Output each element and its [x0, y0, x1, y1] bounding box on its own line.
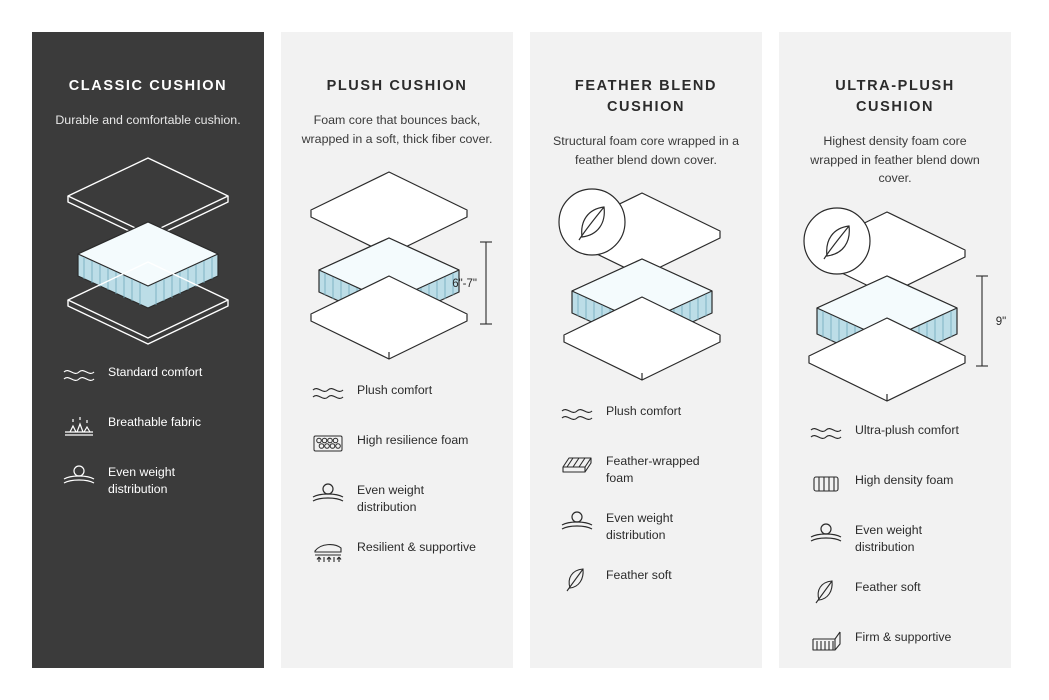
feature-label: Even weight distribution [357, 483, 424, 515]
wave-lines-icon [560, 400, 606, 430]
panel-description: Structural foam core wrapped in a feather blend down cover. [553, 134, 739, 167]
panel-description: Highest density foam core wrapped in feather blend down cover. [810, 134, 980, 186]
feature-label: Standard comfort [108, 364, 203, 379]
feature-label: Breathable fabric [108, 414, 201, 429]
feature-list-feather [550, 400, 742, 614]
feature-item [560, 564, 742, 594]
cushion-layer-diagram-ultra-plush [779, 194, 1011, 409]
cushion-layer-diagram-feather [530, 175, 762, 390]
breathable-fabric-icon [62, 411, 108, 441]
feature-item [560, 450, 742, 487]
resilient-support-icon [311, 536, 357, 566]
feature-label: Plush comfort [357, 383, 433, 398]
even-weight-icon [560, 507, 606, 537]
high-density-foam-icon [809, 469, 855, 499]
feature-item [809, 419, 991, 449]
feature-label: Feather soft [855, 579, 921, 594]
feature-item [311, 479, 493, 516]
feature-item [560, 400, 742, 430]
cushion-layer-diagram-plush [281, 154, 513, 369]
honeycomb-foam-icon [311, 429, 357, 459]
feature-label: High density foam [855, 472, 954, 487]
leaf-badge [804, 208, 870, 274]
feature-label: Even weight distribution [606, 511, 673, 543]
feature-label: Feather-wrapped foam [606, 454, 700, 486]
wave-lines-icon [809, 419, 855, 449]
feather-icon [560, 564, 606, 594]
panel-description: Durable and comfortable cushion. [55, 113, 241, 128]
feature-label: Plush comfort [606, 404, 682, 419]
feature-item [62, 361, 244, 391]
panel-title: ULTRA-PLUSH CUSHION [835, 78, 955, 116]
feature-item [809, 519, 991, 556]
panel-classic-cushion[interactable] [32, 32, 264, 668]
panel-feather-blend-cushion[interactable] [530, 32, 762, 668]
even-weight-icon [311, 479, 357, 509]
feature-item [809, 576, 991, 606]
panel-ultra-plush-cushion[interactable] [779, 32, 1011, 668]
feature-label: Firm & supportive [855, 629, 952, 644]
panel-plush-cushion[interactable] [281, 32, 513, 668]
feature-item [62, 411, 244, 441]
panel-title: CLASSIC CUSHION [68, 78, 228, 94]
feature-item [311, 429, 493, 459]
even-weight-icon [62, 461, 108, 491]
feature-item [311, 536, 493, 566]
feature-item [62, 461, 244, 498]
measurement-label: 9" [995, 315, 1007, 328]
firm-support-icon [809, 626, 855, 656]
wave-lines-icon [62, 361, 108, 391]
feature-list-ultra-plush [799, 419, 991, 676]
feature-label: Even weight distribution [855, 522, 922, 554]
panel-title: PLUSH CUSHION [326, 78, 468, 94]
feature-label: Resilient & supportive [357, 540, 476, 555]
feature-list-classic [52, 361, 244, 518]
feature-item [809, 626, 991, 656]
feature-item [809, 469, 991, 499]
feature-label: Ultra-plush comfort [855, 422, 959, 437]
panel-description: Foam core that bounces back, wrapped in a soft, thick fiber cover. [301, 113, 493, 146]
panel-title: FEATHER BLEND CUSHION [574, 78, 718, 116]
feature-label: Feather soft [606, 568, 672, 583]
feature-list-plush [301, 379, 493, 586]
wave-lines-icon [311, 379, 357, 409]
foam-block-icon [560, 450, 606, 480]
feather-icon [809, 576, 855, 606]
feature-item [311, 379, 493, 409]
measurement-label: 6"-7" [452, 278, 477, 291]
leaf-badge [559, 189, 625, 255]
even-weight-icon [809, 519, 855, 549]
cushion-layer-diagram-classic [32, 136, 264, 351]
feature-item [560, 507, 742, 544]
feature-label: High resilience foam [357, 433, 469, 448]
feature-label: Even weight distribution [108, 464, 175, 496]
